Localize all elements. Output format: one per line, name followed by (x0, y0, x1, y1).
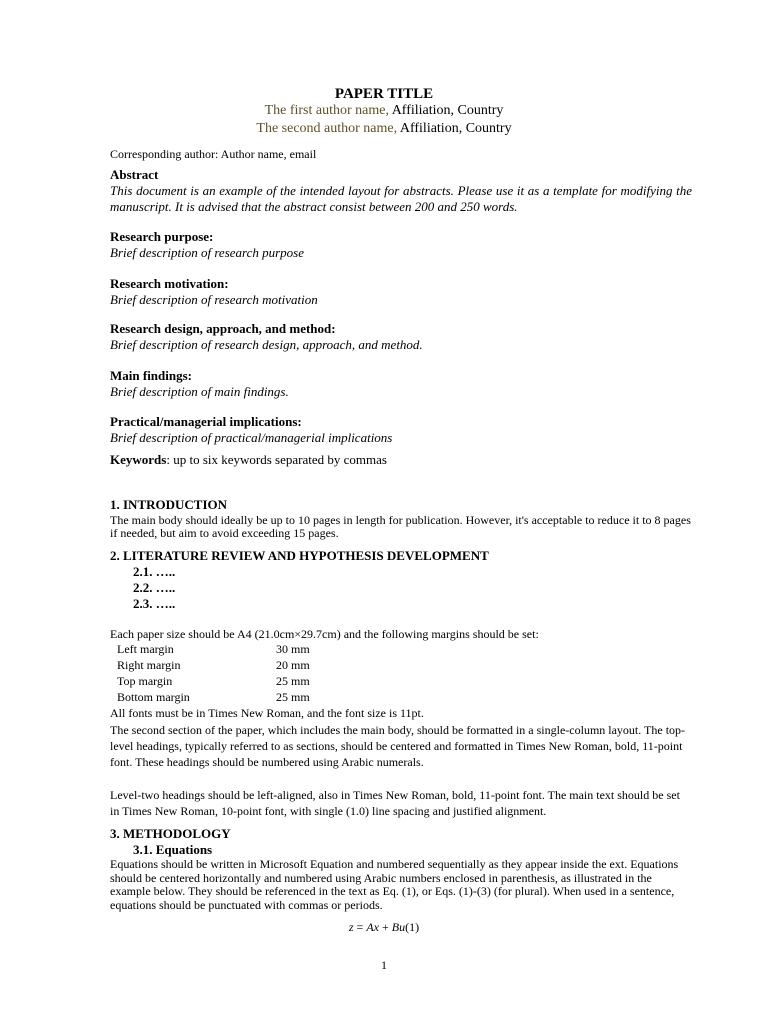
author-line-1 (0, 103, 768, 119)
equation-variable: z (348, 920, 354, 934)
section-text: Brief description of research motivation (110, 292, 318, 307)
level-two-paragraph: Level-two headings should be left-aligned, also in Times New Roman, bold, 11-point font. The main text should be set in Times New Roman, 10-point font, with single (1.0) line spacing and justified alignment. (110, 788, 680, 818)
margin-value: 25 mm (276, 690, 310, 704)
section-text: Brief description of main findings. (110, 384, 289, 399)
section-text: Brief description of practical/managerial implications (110, 430, 393, 445)
equation-term: Bu (391, 920, 406, 934)
equations-subheading: 3.1. Equations (133, 842, 213, 857)
equation-operator: + (378, 920, 392, 934)
body-paragraph: The second section of the paper, which includes the main body, should be formatted in a single-column layout. The top-level headings, typically referred to as sections, should be centered and formatted in Times New Roman, bold, 11-point font. These headings should be numbered using Arabic numerals. (110, 723, 686, 769)
equation-term: Ax (366, 920, 379, 934)
lit-heading: 2. LITERATURE REVIEW AND HYPOTHESIS DEVELOPMENT (110, 548, 489, 563)
fonts-line: All fonts must be in Times New Roman, and the font size is 11pt. (110, 706, 424, 720)
lit-subheading: 2.1. ….. (133, 564, 176, 579)
equation-1 (0, 920, 768, 935)
paper-title: PAPER TITLE (334, 86, 434, 102)
author-line-2 (0, 121, 768, 137)
methodology-heading: 3. METHODOLOGY (110, 826, 231, 841)
margin-label: Top margin (117, 674, 173, 688)
section-text: Brief description of research purpose (110, 245, 305, 260)
section-heading: Research purpose: (110, 229, 214, 244)
equations-text: Equations should be written in Microsoft Equation and numbered sequentially as they appear inside the ext. Equations should be centered horizontally and numbered using Arabic numbers enclosed in parenthesis, as illustrated in the example below. They should be referenced in the text as Eq. (1), or Eqs. (1)-(3) (for plural). When used in a sentence, equations should be punctuated with commas or periods. (110, 857, 679, 912)
margin-label: Right margin (117, 658, 181, 672)
paper-size-text: Each paper size should be A4 (21.0cm×29.7cm) and the following margins should be set: (110, 627, 539, 641)
section-heading: Research design, approach, and method: (110, 321, 336, 336)
section-text: Brief description of research design, approach, and method. (110, 337, 423, 352)
author-name: The first author name, (264, 103, 389, 118)
keywords-line (110, 452, 387, 468)
margin-value: 25 mm (276, 674, 310, 688)
page-number: 1 (381, 958, 387, 972)
section-heading: Main findings: (110, 368, 192, 383)
keywords-label: Keywords (110, 452, 167, 467)
intro-text: The main body should ideally be up to 10 pages in length for publication. However, it's acceptable to reduce it to 8 pages if needed, but aim to avoid exceeding 15 pages. (110, 513, 691, 540)
equation-number: (1) (405, 920, 420, 934)
margin-label: Left margin (117, 642, 174, 656)
margin-value: 30 mm (276, 642, 310, 656)
intro-heading: 1. INTRODUCTION (110, 497, 228, 512)
margin-label: Bottom margin (117, 690, 190, 704)
abstract-text: This document is an example of the intended layout for abstracts. Please use it as a template for modifying the manuscript. It is advised that the abstract consist between 200 and 250 words. (110, 183, 692, 214)
author-affiliation: Affiliation, Country (397, 121, 512, 136)
corresponding-author: Corresponding author: Author name, email (110, 147, 317, 161)
section-heading: Research motivation: (110, 276, 229, 291)
lit-subheading: 2.2. ….. (133, 580, 176, 595)
abstract-heading: Abstract (110, 167, 159, 182)
section-heading: Practical/managerial implications: (110, 414, 302, 429)
equation-operator: = (353, 920, 367, 934)
keywords-text: : up to six keywords separated by commas (166, 452, 387, 467)
author-affiliation: Affiliation, Country (388, 103, 504, 118)
margin-value: 20 mm (276, 658, 310, 672)
lit-subheading: 2.3. ….. (133, 596, 176, 611)
author-name: The second author name, (256, 121, 398, 136)
